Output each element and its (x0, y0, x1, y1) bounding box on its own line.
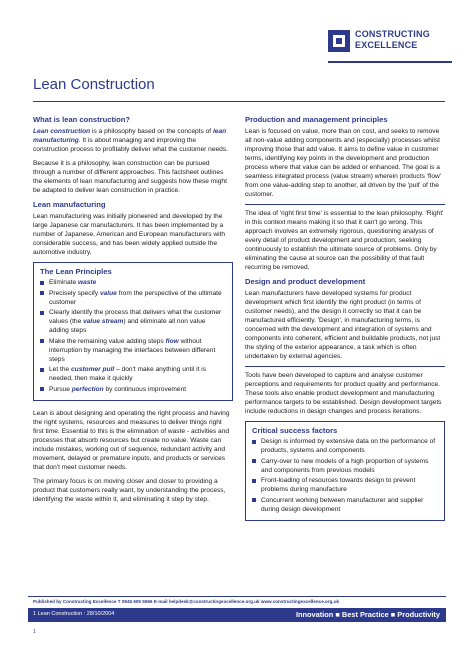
bullet-text: Carry-over to new models of a high proportion of systems and components from previous models (261, 457, 429, 474)
key-term: value stream (83, 318, 124, 325)
design-para-1: Lean manufacturers have developed systems for product development which first identify the right product (in terms of customer needs), and the design it correctly so that it can be manufactured efficiently. 'Design', in manufacturing terms, is concerned with the development and integration of systems and components into coherent, efficient and buildable products, not just the styling of the exterior appearance, a task which is often undertaken by external agencies. (245, 290, 441, 360)
bullet-square-icon (40, 387, 44, 391)
primary-focus-para: The primary focus is on moving closer and closer to providing a product that customers really want, by understanding the process, identifying the waste within it, and eliminating it step by step. (33, 478, 226, 503)
text-run: is a philosophy based on the concepts of (90, 128, 213, 135)
text-run: Let the (49, 366, 71, 373)
page-number: 1 (33, 629, 36, 635)
heading-production-management: Production and management principles (245, 115, 388, 124)
bullet-square-icon (40, 368, 44, 372)
key-term: lean manufacturing (33, 128, 227, 144)
principle-item (40, 365, 226, 383)
csf-item (252, 437, 438, 455)
title-divider (33, 101, 445, 102)
logo-line-2: EXCELLENCE (355, 40, 418, 50)
text-run: from the perspective of the ultimate customer (49, 289, 222, 306)
bullet-text: Design is informed by extensive data on the performance of products, systems and components (261, 438, 436, 454)
production-para-1: Lean is focused on value, more than on cost, and seeks to remove all non-value adding components and (especially) processes whilst improving those that add value. It aims to define value in customer terms, identifying key points in the development and production process where that value can be added or enhanced. The goal is a seamless integrated process (value stream) wherein products 'flow' from one value-adding step to another, all driven by the 'pull' of the customer. (245, 128, 442, 198)
what-para-1 (33, 127, 233, 154)
bullet-text: Front-loading of resources towards design to prevent problems during manufacture (261, 477, 416, 493)
lean-process-para: Lean is about designing and operating the right process and having the right systems, resources and measures to deliver things right first time. Essential to this is the elimination of waste - activities and processes that absorb resources but create no value. Waste can include mistakes, working out of sequence, redundant activity and movement, delayed or premature inputs, and products or services that don't meet customer needs. (33, 410, 230, 471)
lean-principles-box (33, 262, 233, 401)
right-column (245, 115, 445, 529)
logo-square-icon (328, 30, 350, 52)
page-title: Lean Construction (33, 76, 155, 93)
footer-doc-info: 1 Lean Construction : 28/10/2004 (33, 611, 115, 617)
bullet-text (49, 338, 215, 363)
bullet-text (49, 290, 222, 306)
heading-critical-success-factors: Critical success factors (252, 426, 338, 435)
heading-lean-manufacturing: Lean manufacturing (33, 200, 106, 209)
key-term: value (99, 289, 117, 297)
footer-bar (28, 608, 446, 622)
principle-item (40, 385, 226, 394)
key-term: customer pull (71, 366, 115, 373)
heading-lean-principles: The Lean Principles (40, 267, 112, 276)
bullet-square-icon (40, 311, 44, 315)
section-divider (245, 366, 445, 367)
principle-item (40, 278, 226, 287)
logo-rule (328, 61, 452, 63)
bullet-square-icon (252, 498, 256, 502)
key-term: Lean construction (33, 128, 91, 135)
bullet-text: Concurrent working between manufacturer and supplier during design development (261, 496, 424, 513)
heading-design-product-development: Design and product development (245, 277, 366, 286)
heading-what-is-lean: What is lean construction? (33, 115, 131, 124)
text-run: without interruption by managing the interfaces between different steps (49, 337, 216, 363)
key-term: waste (77, 279, 97, 286)
key-term: perfection (71, 385, 104, 393)
principle-item (40, 308, 226, 335)
bullet-text (49, 386, 186, 393)
bullet-text (49, 279, 96, 286)
bullet-square-icon (252, 440, 256, 444)
csf-item (252, 476, 438, 494)
footer-published-line: Published by Constructing Excellence T 0845 605 5556 E-mail helpdesk@constructingexcellence.org.uk www.constructingexcellence.org.uk (33, 599, 340, 604)
what-para-2: Because it is a philosophy, lean construction can be pursued through a number of different approaches. This factsheet outlines the elements of lean manufacturing and suggests how these might be adapted to deliver lean construction in practice. (33, 160, 227, 194)
text-run: – don't make anything until it is needed, then make it quickly (49, 366, 207, 382)
text-run: Precisely specify (49, 289, 100, 297)
text-run: Clearly identify the process that delivers what the customer values (the (49, 309, 222, 325)
principle-item (40, 337, 226, 364)
bullet-square-icon (252, 459, 256, 463)
text-run: by continuous improvement (103, 385, 187, 393)
text-run: Eliminate (49, 279, 78, 286)
footer-tagline: Innovation ■ Best Practice ■ Productivity (295, 610, 440, 619)
text-run: Pursue (49, 385, 72, 393)
text-run: . It is about managing and improving the construction process to profitably deliver what the customer needs. (33, 137, 228, 153)
key-term: flow (165, 337, 179, 345)
production-para-2: The idea of 'right first time' is essential to the lean philosophy. 'Right' in this context means making it so that it can't go wrong. This approach involves an extremely rigorous, questioning analysis of every detail of product development and production, seeking continuously to establish the ultimate source of problems. Only by eliminating the cause at source can the possibility of that fault recurring be removed. (245, 210, 444, 271)
constructing-excellence-logo (328, 28, 452, 66)
csf-list (252, 437, 438, 514)
bullet-square-icon (40, 291, 44, 295)
csf-item (252, 496, 438, 514)
bullet-square-icon (252, 479, 256, 483)
critical-success-factors-box (245, 421, 445, 521)
footer-divider (28, 596, 446, 597)
principles-list (40, 278, 226, 394)
bullet-text (49, 309, 221, 334)
logo-line-1: CONSTRUCTING (355, 29, 430, 39)
csf-item (252, 457, 438, 475)
bullet-text (49, 366, 206, 382)
design-para-2: Tools have been developed to capture and analyse customer perceptions and requirements for product quality and performance. These tools also enable product development and manufacturing performance targets to be established. Design development targets include reductions in design changes and process iterations. (245, 372, 442, 415)
text-run: ) and eliminate all non value adding steps (49, 318, 206, 334)
bullet-square-icon (40, 281, 44, 285)
principle-item (40, 289, 226, 307)
manufacturing-para-1: Lean manufacturing was initially pioneered and developed by the large Japanese car manufacturers. It has been implemented by a number of Japanese, American and European manufacturers with considerable success, and has been widely applied outside the automotive industry. (33, 213, 226, 256)
text-run: Make the remaining value adding steps (49, 337, 166, 345)
logo-text (355, 29, 430, 51)
bullet-square-icon (40, 339, 44, 343)
left-column (33, 115, 233, 509)
section-divider (245, 204, 445, 205)
